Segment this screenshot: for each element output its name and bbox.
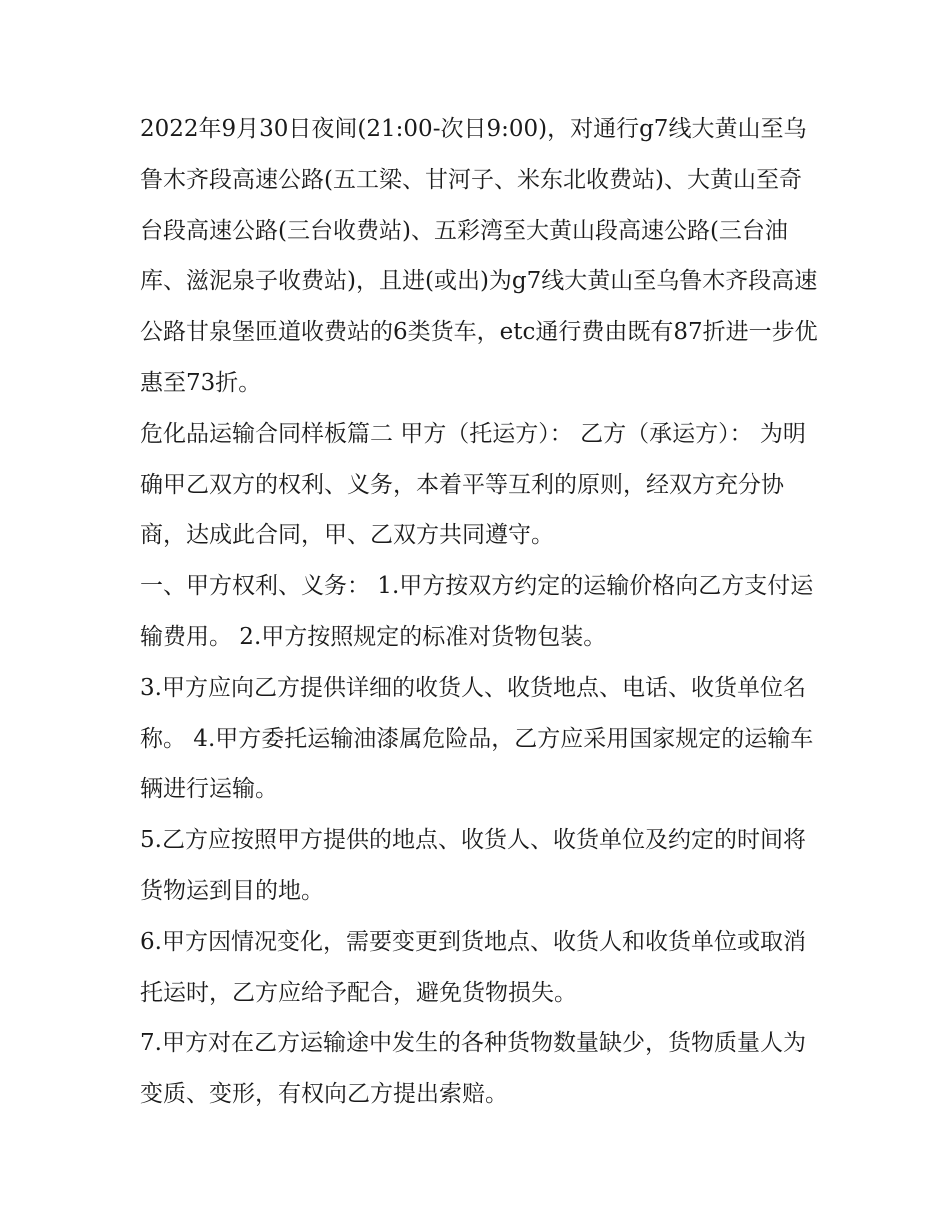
paragraph-clause-3-4: 3.甲方应向乙方提供详细的收货人、收货地点、电话、收货单位名称。 4.甲方委托运输油漆属危险品，乙方应采用国家规定的运输车辆进行运输。: [140, 674, 814, 803]
paragraph-party-a-rights: 一、甲方权利、义务： 1.甲方按双方约定的运输价格向乙方支付运输费用。 2.甲方按照规定的标准对货物包装。: [140, 573, 814, 650]
paragraph-toll-discount: 2022年9月30日夜间(21:00-次日9:00)，对通行g7线大黄山至乌鲁木齐段高速公路(五工梁、甘河子、米东北收费站)、大黄山至奇台段高速公路(三台收费站)、五彩湾至大黄山段高速公路(三台油库、滋泥泉子收费站)，且进(或出)为g7线大黄山至乌鲁木齐段高速公路甘泉堡匝道收费站的6类货车，etc通行费由既有87折进一步优惠至73折。: [140, 116, 818, 396]
paragraph-clause-5: 5.乙方应按照甲方提供的地点、收货人、收货单位及约定的时间将货物运到目的地。: [140, 827, 806, 904]
paragraph-clause-6: 6.甲方因情况变化，需要变更到货地点、收货人和收货单位或取消托运时，乙方应给予配合，避免货物损失。: [140, 928, 806, 1006]
paragraph-contract-intro: 危化品运输合同样板篇二 甲方（托运方）： 乙方（承运方）： 为明确甲乙双方的权利、义务，本着平等互利的原则，经双方充分协商，达成此合同，甲、乙双方共同遵守。: [140, 420, 806, 549]
document-body: [140, 104, 820, 1120]
paragraph-clause-7: 7.甲方对在乙方运输途中发生的各种货物数量缺少，货物质量人为变质、变形，有权向乙方提出索赔。: [140, 1030, 806, 1108]
